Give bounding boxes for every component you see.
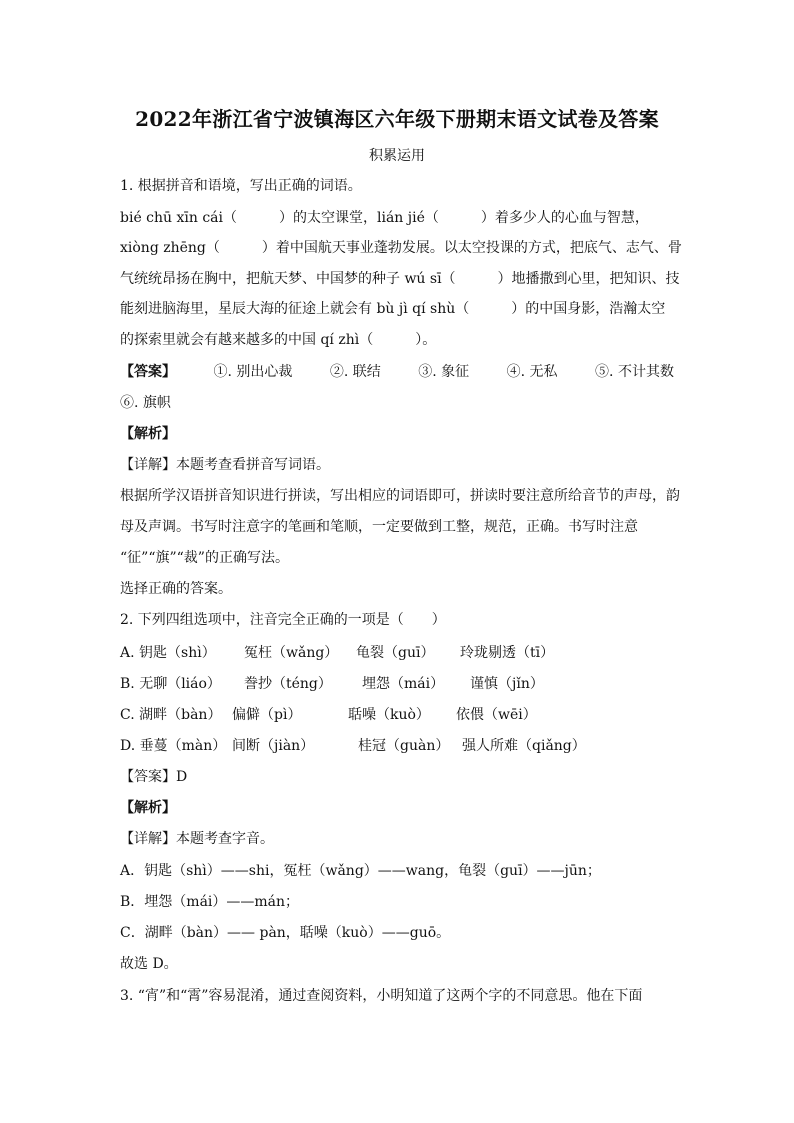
detail-line: 【详解】本题考查字音。 (120, 831, 274, 847)
option-item: 埋怨（mái） (362, 676, 445, 692)
answer-item: ⑥. 旗帜 (120, 395, 171, 411)
option-item: 强人所难（qiǎng） (462, 738, 586, 754)
q1-text-line: 气统统昂扬在胸中，把航天梦、中国梦的种子 wú sī（ ）地播撒到心里，把知识、技 (120, 271, 680, 287)
explanation-line: A．钥匙（shì）——shi，冤枉（wǎng）——wang，龟裂（guī）——jūn； (120, 863, 601, 879)
option-item: 偏僻（pì） (232, 707, 302, 723)
option-item: 冤枉（wǎng） (244, 645, 339, 661)
q2-stem: 2. 下列四组选项中，注音完全正确的一项是（ ） (120, 612, 446, 628)
explanation-line: 根据所学汉语拼音知识进行拼读，写出相应的词语即可，拼读时要注意所给音节的声母，韵 (120, 488, 680, 504)
q1-text-line: 的探索里就会有越来越多的中国 qí zhì（ ）。 (120, 332, 437, 348)
analysis-label: 【解析】 (120, 426, 176, 442)
option-item: A. 钥匙（shì） (120, 645, 216, 661)
option-item: 玲珑剔透（tī） (460, 645, 555, 661)
option-item: C. 湖畔（bàn） (120, 707, 222, 723)
explanation-line: “征”“旗”“裁”的正确写法。 (120, 550, 289, 566)
option-item: D. 垂蔓（màn） (120, 738, 227, 754)
q1-text-line: xiòng zhēng（ ）着中国航天事业蓬勃发展。以太空投课的方式，把底气、志气、骨 (120, 240, 682, 256)
q2-option-row (120, 706, 537, 724)
answer-item: ①. 别出心裁 (213, 364, 293, 380)
answer-item: ③. 象征 (418, 364, 470, 380)
option-item: 依偎（wēi） (456, 707, 537, 723)
q2-option-row (120, 675, 544, 693)
option-item: 桂冠（guàn） (358, 738, 450, 754)
q2-option-row (120, 644, 554, 662)
detail-line: 【详解】本题考查看拼音写词语。 (120, 457, 330, 473)
answer-item: ④. 无私 (506, 364, 558, 380)
q2-option-row (120, 737, 586, 755)
option-item: 间断（jiàn） (232, 738, 315, 754)
option-item: 龟裂（guī） (356, 645, 435, 661)
document-title: 2022年浙江省宁波镇海区六年级下册期末语文试卷及答案 (135, 107, 659, 131)
explanation-line: 母及声调。书写时注意字的笔画和笔顺，一定要做到工整，规范，正确。书写时注意 (120, 519, 638, 535)
answer-item: ②. 联结 (329, 364, 381, 380)
explanation-line: 选择正确的答案。 (120, 581, 232, 597)
explanation-line: 故选 D。 (120, 956, 178, 972)
option-item: 谨慎（jǐn） (470, 676, 544, 692)
option-item: 聒噪（kuò） (348, 707, 430, 723)
q1-text-line: 能刻进脑海里，星辰大海的征途上就会有 bù jì qí shù（ ）的中国身影，浩瀚太空 (120, 301, 666, 317)
q1-text-line: bié chū xīn cái（ ）的太空课堂，lián jié（ ）着多少人的心血与智慧， (120, 210, 649, 226)
section-heading: 积累运用 (369, 148, 425, 164)
q3-stem: 3. “宵”和“霄”容易混淆，通过查阅资料，小明知道了这两个字的不同意思。他在下面 (120, 988, 643, 1004)
explanation-line: B．埋怨（mái）——mán； (120, 894, 300, 910)
explanation-line: C．湖畔（bàn）—— pàn，聒噪（kuò）——guō。 (120, 925, 451, 941)
q1-stem: 1. 根据拼音和语境，写出正确的词语。 (120, 178, 362, 194)
analysis-label: 【解析】 (120, 800, 176, 816)
answer-item: ⑤. 不计其数 (595, 364, 674, 380)
q1-answer-row (120, 363, 674, 381)
option-item: 誊抄（téng） (244, 676, 332, 692)
answer-label: 【答案】 (120, 364, 176, 380)
q2-answer: 【答案】D (120, 769, 188, 785)
option-item: B. 无聊（liáo） (120, 676, 221, 692)
